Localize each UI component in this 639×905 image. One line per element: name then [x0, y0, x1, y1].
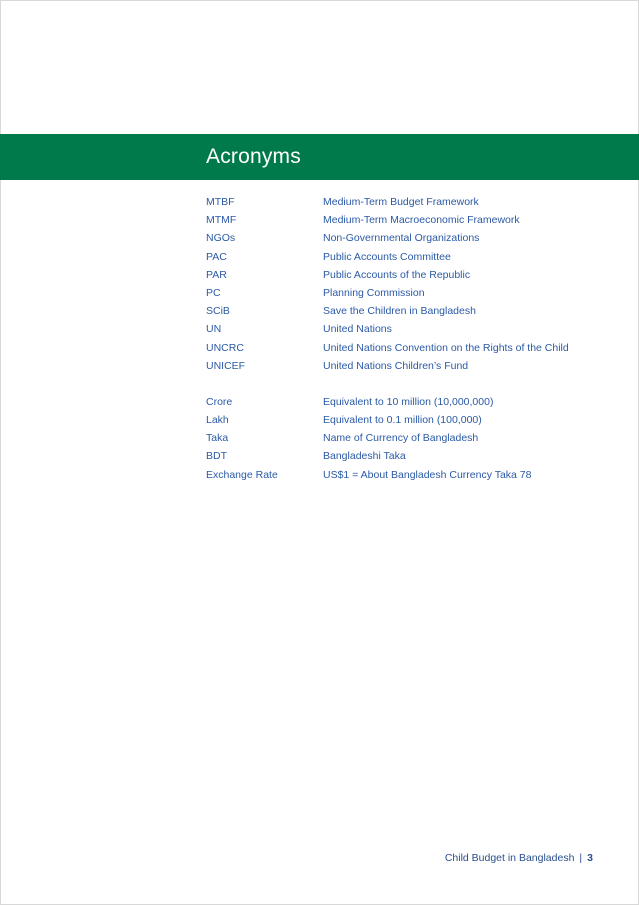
- acronym-definition: United Nations Convention on the Rights of the Child: [323, 341, 569, 354]
- acronym-row: [206, 248, 606, 266]
- term-definition: Name of Currency of Bangladesh: [323, 432, 479, 445]
- acronym-term: MTMF: [206, 214, 237, 227]
- acronym-term: SCiB: [206, 305, 230, 318]
- acronym-definition: Medium-Term Budget Framework: [323, 196, 479, 208]
- term-label: BDT: [206, 450, 227, 463]
- acronym-row: [206, 357, 606, 375]
- acronym-term: UN: [206, 323, 222, 336]
- term-label: Exchange Rate: [206, 468, 278, 481]
- term-definition: Equivalent to 10 million (10,000,000): [323, 395, 494, 408]
- acronym-definition: Non-Governmental Organizations: [323, 232, 480, 245]
- term-definition: US$1 = About Bangladesh Currency Taka 78: [323, 468, 532, 481]
- acronym-definition: Medium-Term Macroeconomic Framework: [323, 214, 520, 227]
- acronym-definition: United Nations Children’s Fund: [323, 359, 469, 372]
- acronym-definition: Planning Commission: [323, 286, 425, 299]
- acronym-term: PAC: [206, 250, 227, 263]
- acronym-row: [206, 302, 606, 320]
- acronym-term: UNICEF: [206, 359, 246, 372]
- section-title: Acronyms: [206, 145, 301, 168]
- footer-separator: |: [579, 852, 583, 864]
- list-spacer: [206, 375, 606, 393]
- acronym-term: PAR: [206, 268, 227, 281]
- term-label: Taka: [206, 432, 229, 445]
- footer-title: Child Budget in Bangladesh: [444, 852, 575, 864]
- term-row: [206, 447, 606, 465]
- term-label: Lakh: [206, 414, 229, 427]
- acronym-row: [206, 211, 606, 229]
- acronym-row: [206, 339, 606, 357]
- acronym-definition: Public Accounts of the Republic: [323, 268, 471, 281]
- acronym-definition: Public Accounts Committee: [323, 250, 451, 263]
- term-definition: Equivalent to 0.1 million (100,000): [323, 414, 482, 427]
- term-row: [206, 411, 606, 429]
- term-row: [206, 466, 606, 484]
- acronym-definition: United Nations: [323, 323, 392, 336]
- term-definition: Bangladeshi Taka: [323, 450, 406, 463]
- acronym-row: [206, 229, 606, 247]
- acronym-row: [206, 320, 606, 338]
- acronym-term: MTBF: [206, 196, 235, 208]
- acronym-term: NGOs: [206, 232, 236, 245]
- page-footer: [445, 852, 593, 864]
- acronym-term: UNCRC: [206, 341, 244, 354]
- acronym-row: [206, 193, 606, 211]
- term-row: [206, 429, 606, 447]
- section-header-band: [0, 134, 639, 180]
- acronym-row: [206, 266, 606, 284]
- term-label: Crore: [206, 395, 233, 408]
- acronym-term: PC: [206, 286, 221, 299]
- term-row: [206, 393, 606, 411]
- acronym-row: [206, 284, 606, 302]
- acronym-definition: Save the Children in Bangladesh: [323, 305, 476, 318]
- page-number: 3: [587, 852, 593, 864]
- acronym-list: [206, 193, 606, 484]
